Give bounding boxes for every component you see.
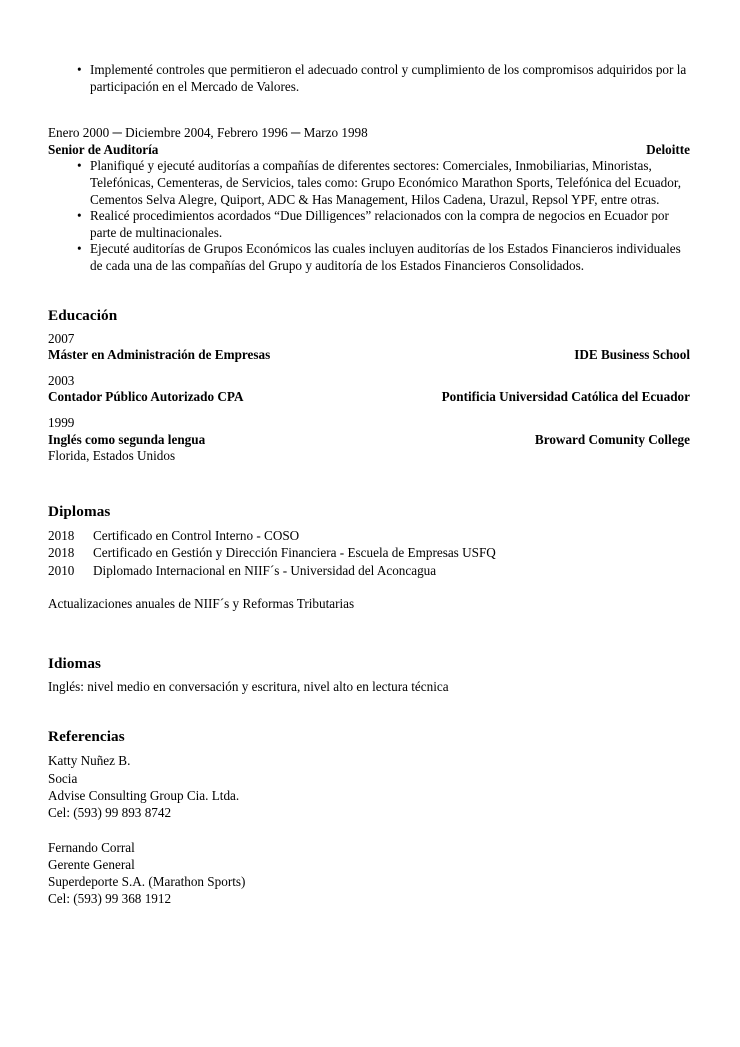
reference-name: Fernando Corral bbox=[48, 839, 135, 855]
education-section bbox=[48, 307, 690, 465]
spacer bbox=[48, 406, 690, 415]
education-year: 1999 bbox=[48, 414, 75, 430]
education-degree: Inglés como segunda lengua bbox=[48, 431, 206, 447]
list-item: • Realicé procedimientos acordados “Due Dilligences” relacionados con la compra de negocios en Ecuador por parte de multinacionales. bbox=[48, 208, 690, 241]
reference-phone: Cel: (593) 99 893 8742 bbox=[48, 805, 172, 821]
reference-phone: Cel: (593) 99 368 1912 bbox=[48, 891, 172, 907]
list-item: • Implementé controles que permitieron el adecuado control y cumplimiento de los compromisos adquiridos por la participación en el Mercado de Valores. bbox=[48, 62, 690, 95]
spacer-after-experience bbox=[48, 275, 690, 307]
section-heading-diplomas: Diplomas bbox=[48, 502, 111, 520]
education-row bbox=[48, 347, 690, 364]
education-institution: IDE Business School bbox=[574, 347, 690, 363]
education-institution: Pontificia Universidad Católica del Ecuador bbox=[441, 389, 690, 405]
section-heading-languages: Idiomas bbox=[48, 654, 102, 672]
diploma-year: 2010 bbox=[48, 562, 75, 578]
spacer-after-languages bbox=[48, 695, 690, 728]
list-item bbox=[48, 527, 690, 545]
experience-position: Senior de Auditoría bbox=[48, 141, 159, 157]
diploma-description: Diplomado Internacional en NIIF´s - Universidad del Aconcagua bbox=[93, 562, 437, 578]
education-degree: Contador Público Autorizado CPA bbox=[48, 389, 244, 405]
spacer-after-previous-bullets bbox=[48, 95, 690, 125]
education-entry bbox=[48, 373, 690, 406]
experience-bullet-list bbox=[48, 158, 690, 274]
education-location: Florida, Estados Unidos bbox=[48, 448, 176, 464]
page-content bbox=[48, 0, 690, 908]
languages-section bbox=[48, 655, 690, 696]
diploma-year: 2018 bbox=[48, 527, 75, 543]
reference-title: Gerente General bbox=[48, 856, 135, 872]
experience-company: Deloitte bbox=[646, 141, 690, 157]
experience-entry bbox=[48, 125, 690, 274]
spacer-after-education bbox=[48, 465, 690, 503]
education-entry bbox=[48, 331, 690, 364]
diploma-description: Certificado en Control Interno - COSO bbox=[93, 527, 300, 543]
spacer-top bbox=[48, 0, 690, 62]
list-item bbox=[48, 544, 690, 562]
reference-company: Advise Consulting Group Cia. Ltda. bbox=[48, 787, 240, 803]
education-degree: Máster en Administración de Empresas bbox=[48, 347, 271, 363]
list-item bbox=[48, 562, 690, 580]
reference-company: Superdeporte S.A. (Marathon Sports) bbox=[48, 874, 246, 890]
references-section bbox=[48, 728, 690, 907]
diplomas-note: Actualizaciones anuales de NIIF´s y Reformas Tributarias bbox=[48, 596, 355, 612]
diplomas-section bbox=[48, 503, 690, 613]
section-heading-education: Educación bbox=[48, 306, 118, 324]
list-item: • Planifiqué y ejecuté auditorías a compañías de diferentes sectores: Comerciales, Inmobiliarias, Minoristas, Telefónicas, Cementeras, de Servicios, tales como: Grupo Económico Marathon Sports, Telefónica del Ecuador, Cementos Selva Alegre, Quiport, ADC & Has Management, Hilos Cadena, Urazul, Repsol YPF, entre otras. bbox=[48, 158, 690, 208]
reference-entry bbox=[48, 839, 690, 908]
reference-title: Socia bbox=[48, 770, 78, 786]
spacer bbox=[48, 822, 690, 839]
education-row bbox=[48, 432, 690, 449]
diploma-year: 2018 bbox=[48, 545, 75, 561]
education-entry bbox=[48, 415, 690, 465]
education-institution: Broward Comunity College bbox=[534, 431, 690, 447]
spacer bbox=[48, 579, 690, 596]
education-year: 2003 bbox=[48, 372, 75, 388]
reference-entry bbox=[48, 752, 690, 821]
experience-dates: Enero 2000 ─ Diciembre 2004, Febrero 1996 ─ Marzo 1998 bbox=[48, 125, 368, 141]
reference-name: Katty Nuñez B. bbox=[48, 753, 131, 769]
education-year: 2007 bbox=[48, 330, 75, 346]
list-item: • Ejecuté auditorías de Grupos Económicos las cuales incluyen auditorías de los Estados Financieros individuales de cada una de las compañías del Grupo y auditoría de los Estados Financieros Consolidados. bbox=[48, 241, 690, 274]
spacer bbox=[48, 364, 690, 373]
section-heading-references: Referencias bbox=[48, 728, 125, 746]
languages-text: Inglés: nivel medio en conversación y escritura, nivel alto en lectura técnica bbox=[48, 678, 449, 694]
diploma-description: Certificado en Gestión y Dirección Financiera - Escuela de Empresas USFQ bbox=[93, 545, 496, 561]
education-row bbox=[48, 389, 690, 406]
spacer-after-diplomas bbox=[48, 613, 690, 655]
previous-job-bullet-list bbox=[48, 62, 690, 95]
experience-title-row bbox=[48, 142, 690, 159]
